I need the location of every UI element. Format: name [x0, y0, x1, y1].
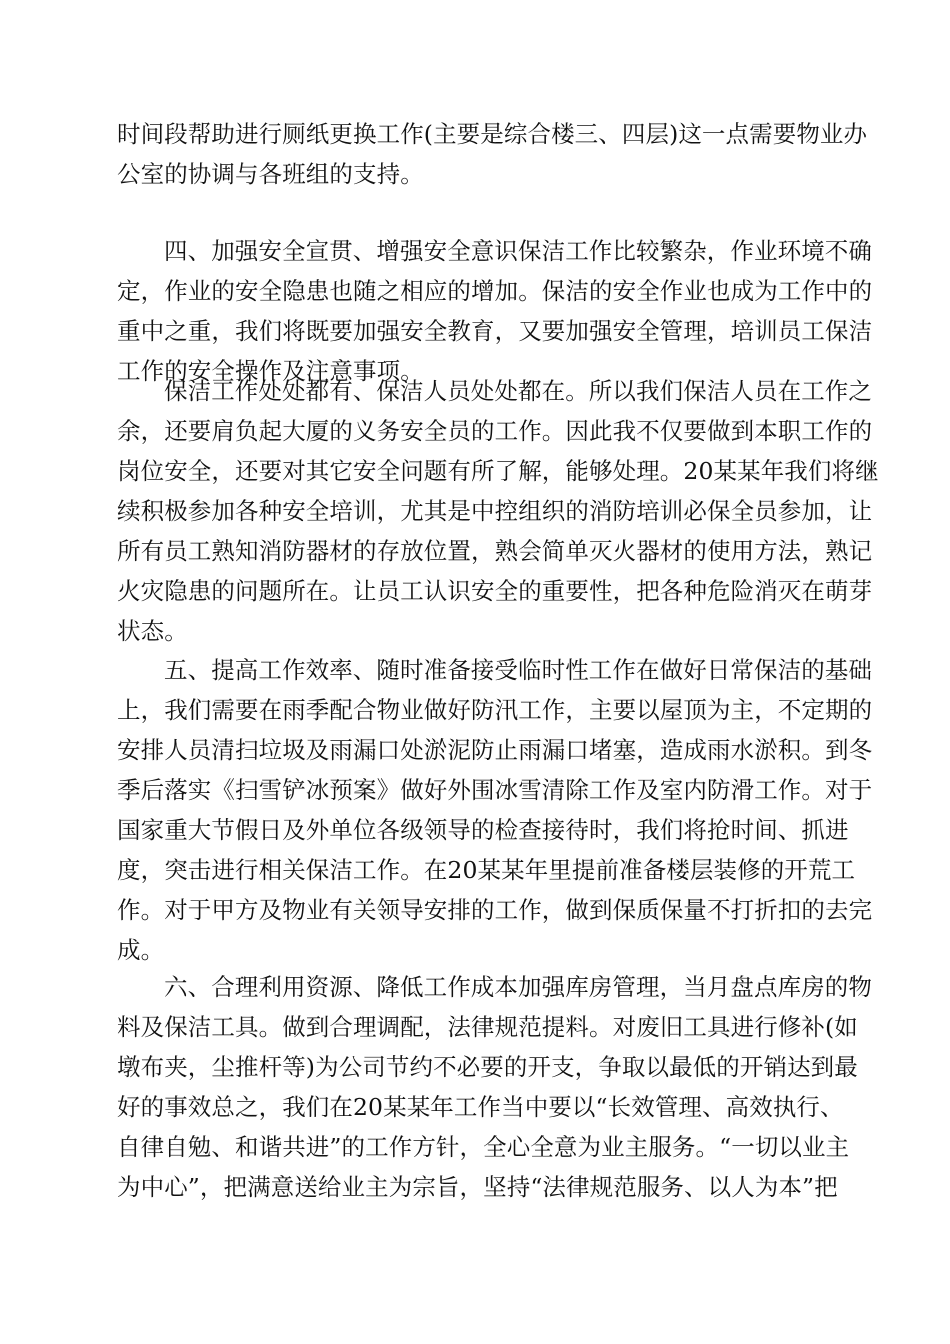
text-line: 四、加强安全宣贯、增强安全意识保洁工作比较繁杂，作业环境不确 — [164, 237, 872, 265]
text-line: 墩布夹，尘推杆等)为公司节约不必要的开支，争取以最低的开销达到最 — [117, 1053, 858, 1081]
text-line: 作。对于甲方及物业有关领导安排的工作，做到保质保量不打折扣的去完 — [117, 896, 873, 924]
paragraph-section-six — [117, 967, 872, 1207]
text-line: 工作的安全操作及注意事项。 — [117, 357, 424, 385]
text-line: 余，还要肩负起大厦的义务安全员的工作。因此我不仅要做到本职工作的 — [117, 417, 873, 445]
text-line: 好的事效总之，我们在20某某年工作当中要以“长效管理、高效执行、 — [117, 1093, 844, 1121]
text-line: 时间段帮助进行厕纸更换工作(主要是综合楼三、四层)这一点需要物业办 — [117, 120, 868, 148]
text-line: 上，我们需要在雨季配合物业做好防汛工作，主要以屋顶为主，不定期的 — [117, 696, 873, 724]
text-line: 状态。 — [117, 617, 188, 645]
paragraph-continuation — [117, 114, 868, 194]
text-line: 岗位安全，还要对其它安全问题有所了解，能够处理。20某某年我们将继 — [117, 457, 879, 485]
text-line: 重中之重，我们将既要加强安全教育，又要加强安全管理，培训员工保洁 — [117, 317, 873, 345]
text-line: 定，作业的安全隐患也随之相应的增加。保洁的安全作业也成为工作中的 — [117, 277, 873, 305]
paragraph-section-five — [117, 650, 873, 970]
text-line: 季后落实《扫雪铲冰预案》做好外围冰雪清除工作及室内防滑工作。对于 — [117, 776, 873, 804]
text-line: 五、提高工作效率、随时准备接受临时性工作在做好日常保洁的基础 — [164, 656, 872, 684]
text-line: 保洁工作处处都有、保洁人员处处都在。所以我们保洁人员在工作之 — [164, 377, 872, 405]
text-line: 成。 — [117, 936, 165, 964]
text-line: 料及保洁工具。做到合理调配，法律规范提料。对废旧工具进行修补(如 — [117, 1013, 858, 1041]
text-line: 自律自勉、和谐共进”的工作方针，全心全意为业主服务。“一切以业主 — [117, 1133, 850, 1161]
text-line: 所有员工熟知消防器材的存放位置，熟会简单灭火器材的使用方法，熟记 — [117, 537, 873, 565]
text-line: 火灾隐患的问题所在。让员工认识安全的重要性，把各种危险消灭在萌芽 — [117, 577, 873, 605]
text-line: 安排人员清扫垃圾及雨漏口处淤泥防止雨漏口堵塞，造成雨水淤积。到冬 — [117, 736, 873, 764]
text-line: 度，突击进行相关保洁工作。在20某某年里提前准备楼层装修的开荒工 — [117, 856, 856, 884]
text-line: 为中心”，把满意送给业主为宗旨，坚持“法律规范服务、以人为本”把 — [117, 1173, 838, 1201]
text-line: 六、合理利用资源、降低工作成本加强库房管理，当月盘点库房的物 — [164, 973, 872, 1001]
text-line: 续积极参加各种安全培训，尤其是中控组织的消防培训必保全员参加，让 — [117, 497, 873, 525]
paragraph-safety-duty — [117, 371, 879, 651]
text-line: 公室的协调与各班组的支持。 — [117, 160, 424, 188]
text-line: 国家重大节假日及外单位各级领导的检查接待时，我们将抢时间、抓进 — [117, 816, 849, 844]
